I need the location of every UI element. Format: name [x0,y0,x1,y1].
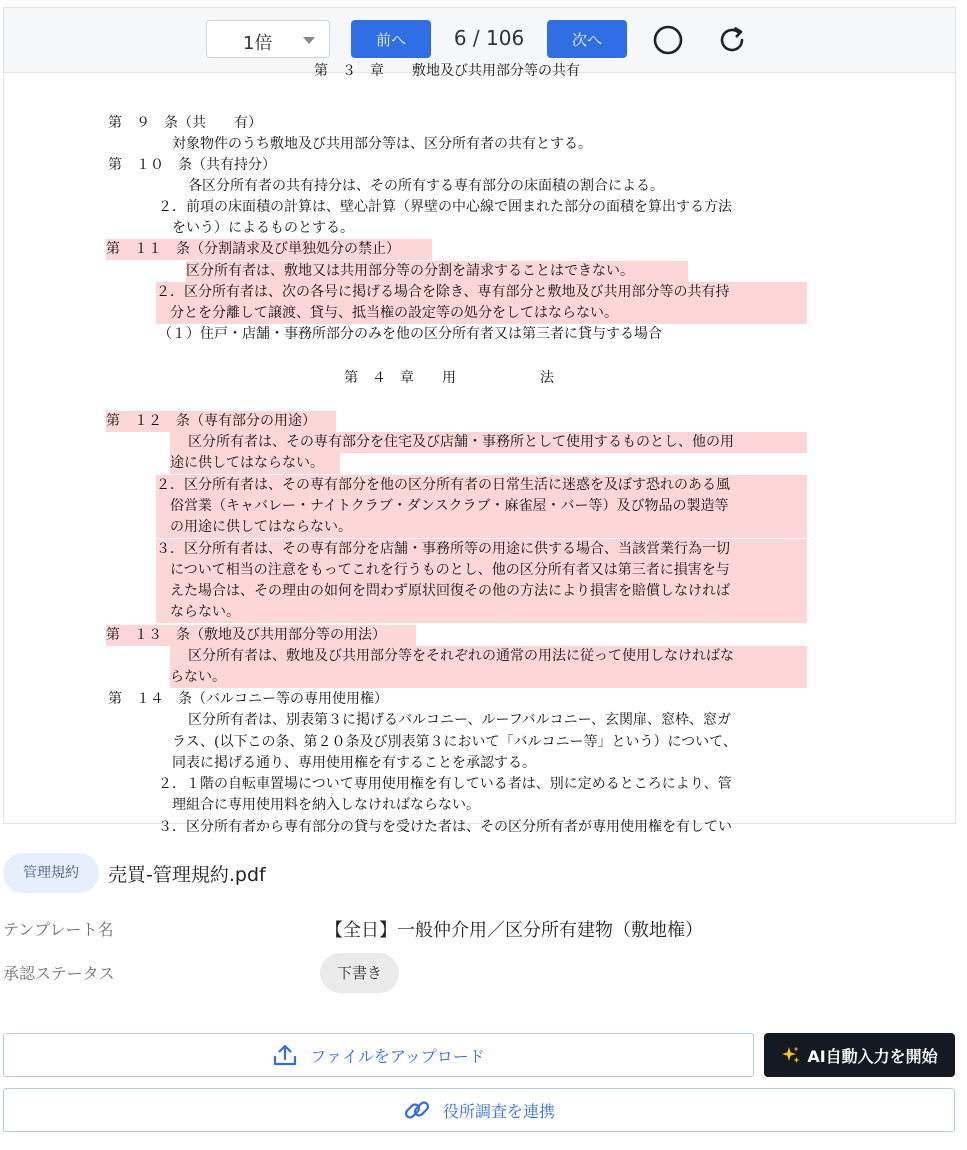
highlighted-line: 区分所有者は、敷地又は共用部分等の分割を請求することはできない。 [186,261,688,282]
template-name-label: テンプレート名 [3,920,114,939]
highlighted-line: 区分所有者は、その専有部分を住宅及び店舗・事務所として使用するものとし、他の用 [170,432,807,453]
document-line: ２．１階の自転車置場について専用使用権を有している者は、別に定めるところにより、管 [158,776,732,792]
template-name-value: 【全日】一般仲介用／区分所有建物（敷地権） [325,920,703,941]
highlighted-line: ３．区分所有者は、その専有部分を店舗・事務所等の用途に供する場合、当該営業行為一切 [156,539,807,560]
refresh-icon[interactable] [716,24,748,56]
document-line: ラス、(以下この条、第２０条及び別表第３において「バルコニー等」という）について、 [172,734,737,750]
upload-file-button[interactable] [3,1033,754,1077]
document-line: 同表に掲げる通り、専用使用権を有することを承認する。 [172,755,536,771]
chapter-heading: 第 ３ 章 敷地及び共用部分等の共有 [314,63,580,79]
upload-file-label: ファイルをアップロード [310,1046,485,1066]
zoom-value: 1倍 [243,33,273,54]
pdf-page [4,63,955,835]
file-category-badge: 管理規約 [3,853,99,893]
ai-autofill-button[interactable] [764,1033,955,1077]
highlighted-line: 俗営業（キャバレー・ナイトクラブ・ダンスクラブ・麻雀屋・バー等）及び物品の製造等 [156,496,807,517]
zoom-select[interactable] [206,20,330,58]
highlighted-line: 途に供してはならない。 [170,453,340,474]
highlighted-line: 区分所有者は、敷地及び共用部分等をそれぞれの通常の用法に従って使用しなければな [170,646,807,667]
highlighted-line: らない。 [170,667,807,688]
document-line: をいう）によるものとする。 [172,220,354,236]
chevron-down-icon [303,37,315,44]
article-heading: 第 １０ 条（共有持分） [108,157,276,173]
ai-autofill-label: AI自動入力を開始 [807,1046,938,1066]
highlighted-line: ならない。 [156,602,807,623]
next-page-button[interactable]: 次へ [547,20,627,58]
document-line: （１）住戸・店舗・事務所部分のみを他の区分所有者又は第三者に貸与する場合 [158,326,662,342]
document-line: 各区分所有者の共有持分は、その所有する専有部分の床面積の割合による。 [188,178,664,194]
file-name: 売買-管理規約.pdf [108,864,266,886]
prev-page-button[interactable]: 前へ [351,20,431,58]
link-icon [403,1096,431,1124]
chapter-heading: 第 ４ 章 用 法 [344,370,554,386]
sparkles-icon [781,1045,801,1065]
link-survey-label: 役所調査を連携 [442,1101,555,1121]
link-survey-button[interactable] [3,1088,955,1132]
pdf-viewer [3,7,956,835]
circle-icon[interactable] [652,24,684,56]
document-line: 対象物件のうち敷地及び共用部分等は、区分所有者の共有とする。 [172,136,592,152]
highlighted-article-heading: 第 １３ 条（敷地及び共用部分等の用法） [106,625,416,646]
highlighted-line: について相当の注意をもってこれを行うものとし、他の区分所有者又は第三者に損害を与 [156,560,807,581]
document-line: ２．前項の床面積の計算は、壁心計算（界壁の中心線で囲まれた部分の面積を算出する方法 [158,199,732,215]
highlighted-article-heading: 第 １１ 条（分割請求及び単独処分の禁止） [106,239,432,260]
document-line: 理組合に専用使用料を納入しなければならない。 [172,797,480,813]
document-line: 区分所有者は、別表第３に掲げるバルコニー、ルーフバルコニー、玄関扉、窓枠、窓ガ [188,712,732,728]
upload-icon [272,1042,298,1068]
highlighted-line: えた場合は、その理由の如何を問わず原状回復その他の方法により損害を賠償しなければ [156,581,807,602]
status-badge: 下書き [320,953,399,993]
page-indicator: 6 / 106 [453,26,525,50]
article-heading: 第 １４ 条（バルコニー等の専用使用権） [108,691,388,707]
article-heading: 第 ９ 条（共 有） [108,115,262,131]
approval-status-label: 承認ステータス [3,964,115,983]
highlighted-line: 分とを分離して譲渡、貸与、抵当権の設定等の処分をしてはならない。 [156,303,807,324]
highlighted-line: の用途に供してはならない。 [156,517,807,538]
highlighted-article-heading: 第 １２ 条（専有部分の用途） [106,411,336,432]
highlighted-line: ２．区分所有者は、その専有部分を他の区分所有者の日常生活に迷惑を及ぼす恐れのある風 [156,475,807,496]
document-line: ３．区分所有者から専有部分の貸与を受けた者は、その区分所有者が専用使用権を有してい [158,819,732,835]
highlighted-line: ２．区分所有者は、次の各号に掲げる場合を除き、専有部分と敷地及び共用部分等の共有持 [156,282,807,303]
